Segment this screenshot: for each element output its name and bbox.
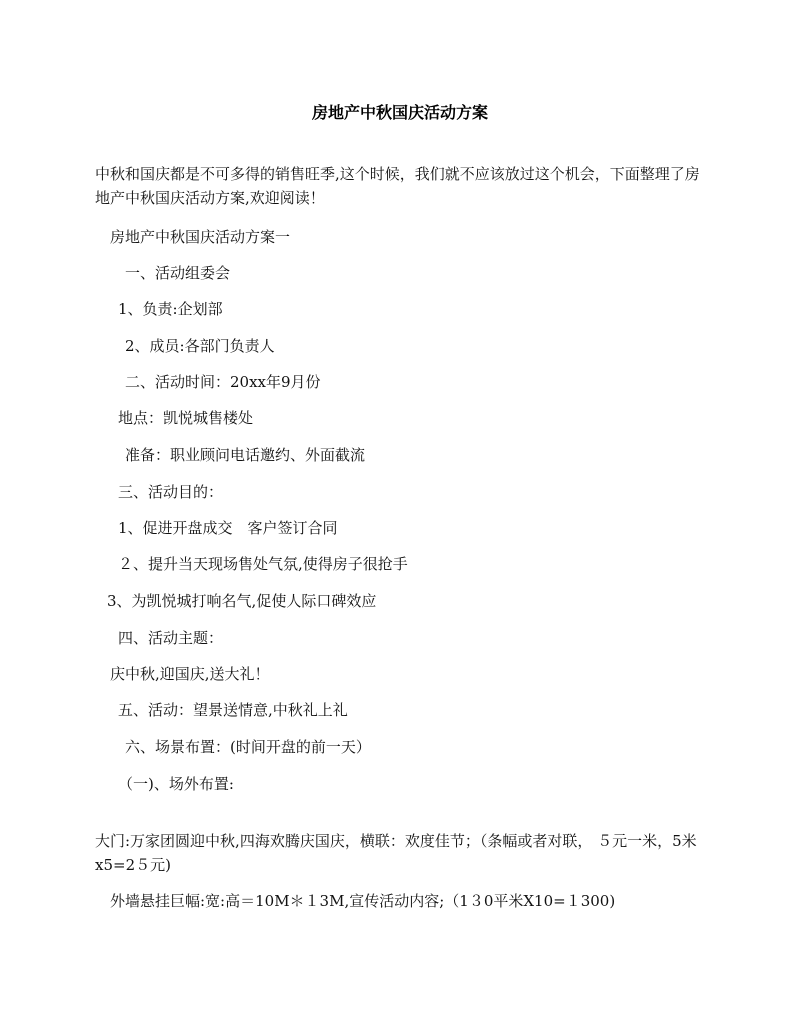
list-item: 3、为凯悦城打响名气,促使人际口碑效应 [107,592,377,610]
list-item: 1、负责:企划部 [118,300,223,318]
list-item: 地点：凯悦城售楼处 [118,409,254,427]
list-item: 庆中秋,迎国庆,送大礼！ [110,665,270,683]
section-scene: 六、场景布置：(时间开盘的前一天） [125,738,371,756]
list-item: ２、提升当天现场售处气氛,使得房子很抢手 [118,555,408,573]
gate-paragraph: 大门:万家团圆迎中秋,四海欢腾庆国庆，横联：欢度佳节；（条幅或者对联， ５元一米，5米x5=2５元) [95,832,697,874]
section-time: 二、活动时间：20xx年9月份 [125,373,321,391]
section-theme: 四、活动主题： [118,629,224,647]
list-item: 2、成员:各部门负责人 [125,337,275,355]
intro-paragraph: 中秋和国庆都是不可多得的销售旺季,这个时候，我们就不应该放过这个机会，下面整理了房地产中秋国庆活动方案,欢迎阅读！ [95,165,700,207]
plan-heading: 房地产中秋国庆活动方案一 [110,228,291,246]
section-purpose: 三、活动目的： [118,483,224,501]
list-item: 准备：职业顾问电话邀约、外面截流 [125,446,366,464]
section-activity: 五、活动：望景送情意,中秋礼上礼 [118,701,348,719]
document-title: 房地产中秋国庆活动方案 [311,103,488,122]
banner-line: 外墙悬挂巨幅:宽:高＝10M＊１3M,宣传活动内容;（1３0平米X10=１300) [110,892,616,910]
list-item: 1、促进开盘成交 客户签订合同 [118,519,338,537]
subsection-outdoor: （一)、场外布置: [118,775,234,793]
section-committee: 一、活动组委会 [125,264,231,282]
